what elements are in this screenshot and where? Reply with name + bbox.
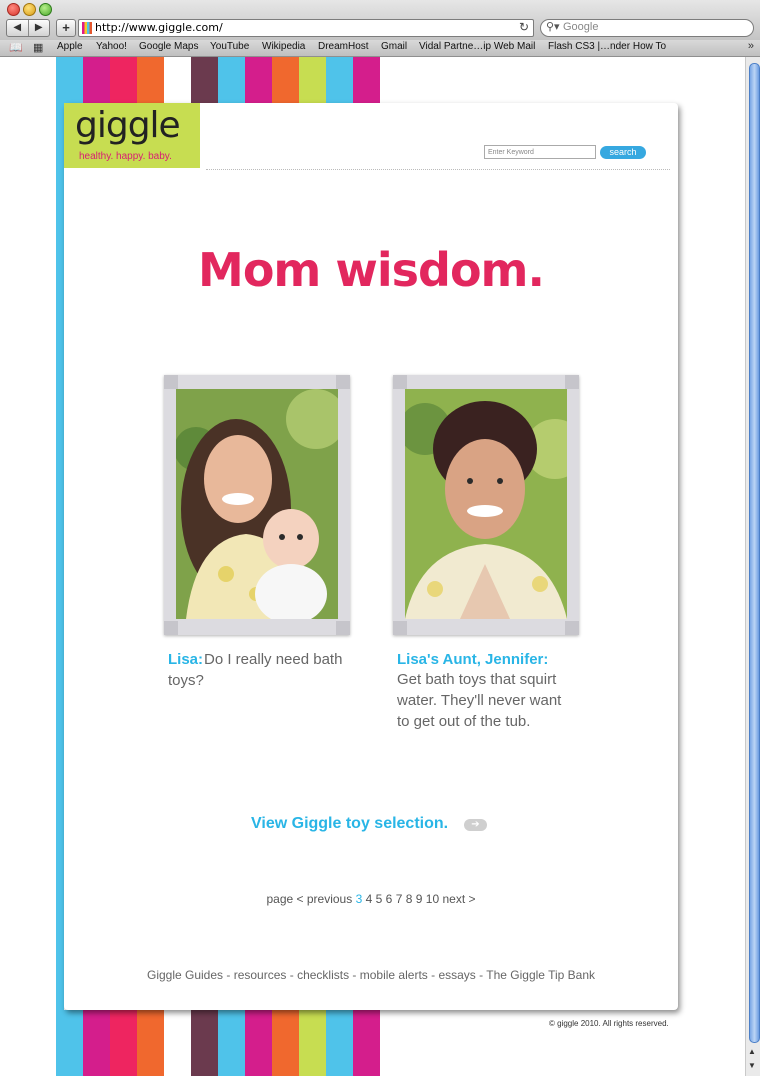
view-toy-selection-link[interactable]: View Giggle toy selection. <box>251 815 449 832</box>
pagination-label: page <box>266 892 294 906</box>
header-divider <box>206 169 670 170</box>
reload-icon[interactable]: ↻ <box>518 20 529 34</box>
color-stripe <box>191 1010 218 1076</box>
speaker-name-lisa: Lisa: <box>168 651 204 668</box>
color-stripe <box>353 1010 380 1076</box>
photo-corner <box>164 621 178 635</box>
quote-text-jennifer: Get bath toys that squirt water. They'll never want to get out of the tub. <box>397 671 562 730</box>
site-search-button[interactable]: search <box>600 146 646 159</box>
previous-page-link[interactable]: < previous <box>296 892 353 906</box>
color-stripe <box>83 1010 110 1076</box>
bookmarks-bar <box>0 40 760 57</box>
color-stripe <box>164 1010 191 1076</box>
footer-link[interactable]: mobile alerts <box>359 968 428 982</box>
photo-frame-jennifer <box>393 375 579 635</box>
footer-link[interactable]: checklists <box>297 968 350 982</box>
close-window-button[interactable] <box>7 3 20 16</box>
url-text: http://www.giggle.com/ <box>95 21 223 34</box>
page-link[interactable]: 10 <box>425 892 440 906</box>
address-bar[interactable] <box>78 19 534 37</box>
photo-frame-lisa <box>164 375 350 635</box>
browser-toolbar <box>0 0 760 41</box>
bookmark-item[interactable]: Apple <box>57 41 83 52</box>
zoom-window-button[interactable] <box>39 3 52 16</box>
photo-corner <box>565 375 579 389</box>
photo-corner <box>565 621 579 635</box>
photo-corner <box>336 621 350 635</box>
footer-link[interactable]: essays <box>438 968 476 982</box>
footer-separator: - <box>475 968 487 982</box>
scroll-up-arrow-icon[interactable]: ▲ <box>748 1047 756 1056</box>
speaker-name-jennifer: Lisa's Aunt, Jennifer: <box>397 651 549 668</box>
content-card <box>64 103 678 1010</box>
site-favicon-icon <box>82 22 92 34</box>
grandmother-photo <box>405 389 567 619</box>
top-sites-grid-icon[interactable]: ▦ <box>33 42 44 54</box>
add-bookmark-button[interactable]: + <box>56 19 76 37</box>
vertical-scrollbar[interactable] <box>745 57 760 1076</box>
bookmark-item[interactable]: Google Maps <box>139 41 199 52</box>
color-stripe <box>137 1010 164 1076</box>
search-icon: ⚲▾ <box>546 21 560 33</box>
footer-separator: - <box>427 968 439 982</box>
bookmarks-book-icon[interactable]: 📖 <box>9 42 23 54</box>
bookmark-item[interactable]: DreamHost <box>318 41 369 52</box>
color-stripe <box>245 1010 272 1076</box>
color-stripe <box>272 1010 299 1076</box>
back-arrow-icon[interactable]: ◀ <box>7 20 29 36</box>
next-page-link[interactable]: next > <box>442 892 476 906</box>
bookmark-item[interactable]: Yahoo! <box>96 41 127 52</box>
footer-link[interactable]: The Giggle Tip Bank <box>486 968 595 982</box>
site-search-input[interactable]: Enter Keyword <box>484 145 596 159</box>
forward-arrow-icon[interactable]: ▶ <box>34 22 43 33</box>
page-link[interactable]: 5 <box>375 892 383 906</box>
logo-wordmark: giggle <box>75 105 180 146</box>
decorative-stripes-bottom <box>56 1010 381 1076</box>
photo-corner <box>336 375 350 389</box>
bookmark-item[interactable]: Wikipedia <box>262 41 306 52</box>
page-link[interactable]: 8 <box>405 892 413 906</box>
color-stripe <box>110 1010 137 1076</box>
scrollbar-thumb[interactable] <box>749 63 760 1043</box>
color-stripe <box>218 1010 245 1076</box>
scroll-down-arrow-icon[interactable]: ▼ <box>748 1061 756 1070</box>
bookmark-item[interactable]: Vidal Partne…ip Web Mail <box>419 41 536 52</box>
color-stripe <box>299 1010 326 1076</box>
page-headline: Mom wisdom. <box>198 243 544 297</box>
photo-corner <box>164 375 178 389</box>
mother-and-baby-photo <box>176 389 338 619</box>
bookmark-item[interactable]: Gmail <box>381 41 408 52</box>
arrow-right-icon[interactable]: ➔ <box>464 819 487 831</box>
page-link[interactable]: 4 <box>365 892 373 906</box>
giggle-logo[interactable] <box>64 103 200 168</box>
nav-buttons <box>6 19 50 37</box>
footer-separator: - <box>286 968 298 982</box>
copyright-text: © giggle 2010. All rights reserved. <box>549 1019 669 1028</box>
decorative-side-band <box>56 100 64 1020</box>
minimize-window-button[interactable] <box>23 3 36 16</box>
photo-corner <box>393 621 407 635</box>
footer-links <box>64 968 678 982</box>
footer-separator: - <box>223 968 234 982</box>
more-bookmarks-icon[interactable]: » <box>747 40 754 52</box>
color-stripe <box>326 1010 353 1076</box>
page-link[interactable]: 7 <box>395 892 403 906</box>
footer-separator: - <box>349 968 360 982</box>
footer-link[interactable]: Giggle Guides <box>146 968 224 982</box>
current-page: 3 <box>355 892 363 906</box>
bookmark-item[interactable]: YouTube <box>210 41 250 52</box>
bookmark-item[interactable]: Flash CS3 |…nder How To <box>548 41 667 52</box>
browser-search-placeholder: Google <box>563 21 599 33</box>
quote-text-lisa: Do I really need bath toys? <box>168 651 343 689</box>
page-link[interactable]: 6 <box>385 892 393 906</box>
browser-search-input[interactable] <box>540 19 754 37</box>
pagination <box>64 892 678 906</box>
page-link[interactable]: 9 <box>415 892 423 906</box>
photo-corner <box>393 375 407 389</box>
footer-link[interactable]: resources <box>233 968 287 982</box>
logo-tagline: healthy. happy. baby. <box>79 151 172 162</box>
